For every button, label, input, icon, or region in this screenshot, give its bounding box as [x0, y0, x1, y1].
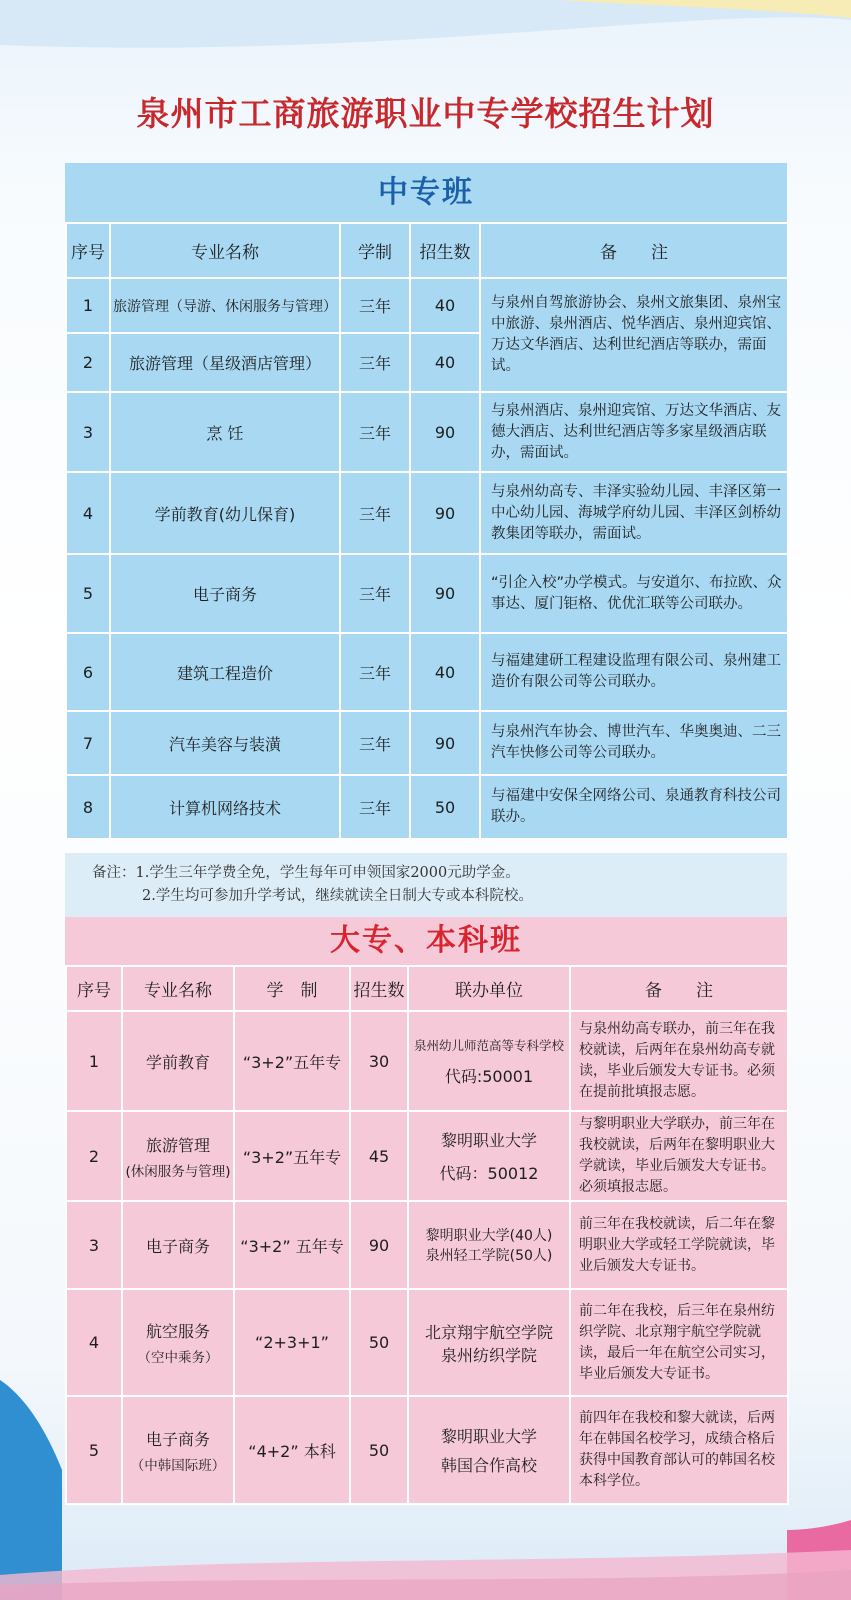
row-major-name: 学前教育 [145, 1052, 210, 1072]
row-count: 30 [350, 1011, 408, 1111]
header-count: 招生数 [410, 223, 480, 278]
row-system: “3+2”五年专 [234, 1011, 350, 1111]
row-years: 三年 [340, 278, 410, 333]
row-note: 与泉州幼高专联办，前三年在我校就读，后两年在泉州幼高专就读，毕业后颁发大专证书。必须在提前批填报志愿。 [570, 1011, 788, 1111]
partner-line-2: 代码:50001 [444, 1066, 534, 1086]
page-title: 泉州市工商旅游职业中专学校招生计划 [136, 94, 715, 133]
row-count: 50 [350, 1396, 408, 1504]
row-years: 三年 [340, 472, 410, 554]
partner-line-1: 黎明职业大学 [440, 1131, 537, 1150]
row-major-sub: （空中乘务） [137, 1350, 219, 1366]
row-note: 前三年在我校就读，后二年在黎明职业大学或轻工学院就读，毕业后颁发大专证书。 [570, 1201, 788, 1289]
row-note: 前二年在我校，后三年在泉州纺织学院、北京翔宇航空学院就读，最后一年在航空公司实习，毕业后颁发大专证书。 [570, 1289, 788, 1396]
row-major: 汽车美容与装潢 [110, 711, 340, 775]
partner-line-1: 泉州幼儿师范高等专科学校 [413, 1037, 564, 1053]
row-years: 三年 [340, 633, 410, 711]
partner-line-2: 代码：50012 [439, 1164, 539, 1183]
zhongzhuan-panel [65, 163, 787, 840]
partner-line-1: 北京翔宇航空学院 [424, 1322, 553, 1342]
row-count: 40 [410, 633, 480, 711]
row-note: “引企入校”办学模式。与安道尔、布拉欧、众事达、厦门钜格、优优汇联等公司联办。 [480, 554, 788, 633]
row-major-name: 电子商务 [145, 1429, 210, 1449]
row-major: 建筑工程造价 [110, 633, 340, 711]
zhongzhuan-heading: 中专班 [378, 175, 474, 210]
header-partner: 联办单位 [408, 966, 570, 1011]
header-no: 序号 [66, 223, 110, 278]
row-no: 3 [66, 1201, 122, 1289]
row-partner [408, 1201, 570, 1289]
row-count: 40 [410, 278, 480, 333]
row-count: 90 [410, 711, 480, 775]
bottom-wave-decoration [0, 1380, 851, 1600]
table-header-row [66, 966, 788, 1011]
partner-line-2: 泉州纺织学院 [440, 1345, 537, 1365]
row-no: 3 [66, 392, 110, 472]
header-note: 备 注 [480, 223, 788, 278]
row-count: 90 [410, 554, 480, 633]
row-no: 4 [66, 472, 110, 554]
row-count: 40 [410, 333, 480, 392]
row-years: 三年 [340, 775, 410, 839]
partner-line-2: 泉州轻工学院(50人) [425, 1248, 553, 1264]
row-note: 与福建建研工程建设监理有限公司、泉州建工造价有限公司等公司联办。 [480, 633, 788, 711]
row-note: 前四年在我校和黎大就读，后两年在韩国名校学习，成绩合格后获得中国教育部认可的韩国名校本科学位。 [570, 1396, 788, 1504]
row-no: 5 [66, 554, 110, 633]
row-system: “3+2”五年专 [234, 1111, 350, 1201]
row-no: 2 [66, 1111, 122, 1201]
row-years: 三年 [340, 392, 410, 472]
partner-line-1: 黎明职业大学 [440, 1427, 537, 1446]
header-note: 备 注 [570, 966, 788, 1011]
remark-line-2: 2.学生均可参加升学考试，继续就读全日制大专或本科院校。 [142, 888, 533, 904]
row-no: 1 [66, 1011, 122, 1111]
table-row [66, 1011, 788, 1111]
table-row [66, 775, 788, 839]
row-note: 与泉州自驾旅游协会、泉州文旅集团、泉州宝中旅游、泉州酒店、悦华酒店、泉州迎宾馆、万达文华酒店、达利世纪酒店等联办，需面试。 [480, 278, 788, 392]
dazhuan-heading: 大专、本科班 [330, 923, 522, 958]
row-major [122, 1201, 234, 1289]
row-major-sub: （中韩国际班） [130, 1457, 226, 1474]
row-no: 6 [66, 633, 110, 711]
table-row [66, 1201, 788, 1289]
row-major: 学前教育(幼儿保育) [110, 472, 340, 554]
row-no: 1 [66, 278, 110, 333]
row-no: 7 [66, 711, 110, 775]
table-header-row [66, 223, 788, 278]
row-major-name: 旅游管理 [145, 1135, 210, 1155]
row-count: 50 [350, 1289, 408, 1396]
row-no: 5 [66, 1396, 122, 1504]
row-no: 8 [66, 775, 110, 839]
row-count: 90 [410, 472, 480, 554]
row-count: 90 [410, 392, 480, 472]
table-row [66, 278, 788, 333]
row-note: 与泉州汽车协会、博世汽车、华奥奥迪、二三汽车快修公司等公司联办。 [480, 711, 788, 775]
row-system: “2+3+1” [234, 1289, 350, 1396]
header-no: 序号 [66, 966, 122, 1011]
remark-line-1: 备注：1.学生三年学费全免，学生每年可申领国家2000元助学金。 [92, 865, 520, 881]
zhongzhuan-table [65, 222, 789, 840]
row-no: 4 [66, 1289, 122, 1396]
top-wave-decoration [0, 0, 851, 90]
row-note: 与泉州幼高专、丰泽实验幼儿园、丰泽区第一中心幼儿园、海城学府幼儿园、丰泽区剑桥幼教集团等联办，需面试。 [480, 472, 788, 554]
row-note: 与福建中安保全网络公司、泉通教育科技公司联办。 [480, 775, 788, 839]
row-years: 三年 [340, 554, 410, 633]
row-major: 旅游管理（导游、休闲服务与管理） [110, 278, 340, 333]
row-major-name: 航空服务 [145, 1322, 210, 1341]
row-major: 旅游管理（星级酒店管理） [110, 333, 340, 392]
row-count: 45 [350, 1111, 408, 1201]
row-no: 2 [66, 333, 110, 392]
row-partner [408, 1111, 570, 1201]
row-major-sub: (休闲服务与管理) [125, 1163, 231, 1180]
header-count: 招生数 [350, 966, 408, 1011]
row-major-name: 电子商务 [145, 1236, 210, 1256]
row-note: 与黎明职业大学联办，前三年在我校就读，后两年在黎明职业大学就读，毕业后颁发大专证书。必须填报志愿。 [570, 1111, 788, 1201]
row-major: 电子商务 [110, 554, 340, 633]
row-partner [408, 1011, 570, 1111]
row-years: 三年 [340, 333, 410, 392]
header-major: 专业名称 [110, 223, 340, 278]
row-note: 与泉州酒店、泉州迎宾馆、万达文华酒店、友德大酒店、达利世纪酒店等多家星级酒店联办，需面试。 [480, 392, 788, 472]
row-count: 50 [410, 775, 480, 839]
row-major: 计算机网络技术 [110, 775, 340, 839]
table-row [66, 554, 788, 633]
table-row [66, 392, 788, 472]
row-major [122, 1011, 234, 1111]
header-years: 学制 [340, 223, 410, 278]
row-system: “4+2” 本科 [234, 1396, 350, 1504]
row-system: “3+2” 五年专 [234, 1201, 350, 1289]
partner-line-1: 黎明职业大学(40人) [425, 1228, 553, 1244]
table-row [66, 1111, 788, 1201]
partner-line-2: 韩国合作高校 [440, 1456, 537, 1475]
table-row [66, 711, 788, 775]
header-system: 学 制 [234, 966, 350, 1011]
row-count: 90 [350, 1201, 408, 1289]
row-major: 烹 饪 [110, 392, 340, 472]
header-major: 专业名称 [122, 966, 234, 1011]
row-years: 三年 [340, 711, 410, 775]
table-row [66, 633, 788, 711]
row-major [122, 1111, 234, 1201]
table-row [66, 472, 788, 554]
